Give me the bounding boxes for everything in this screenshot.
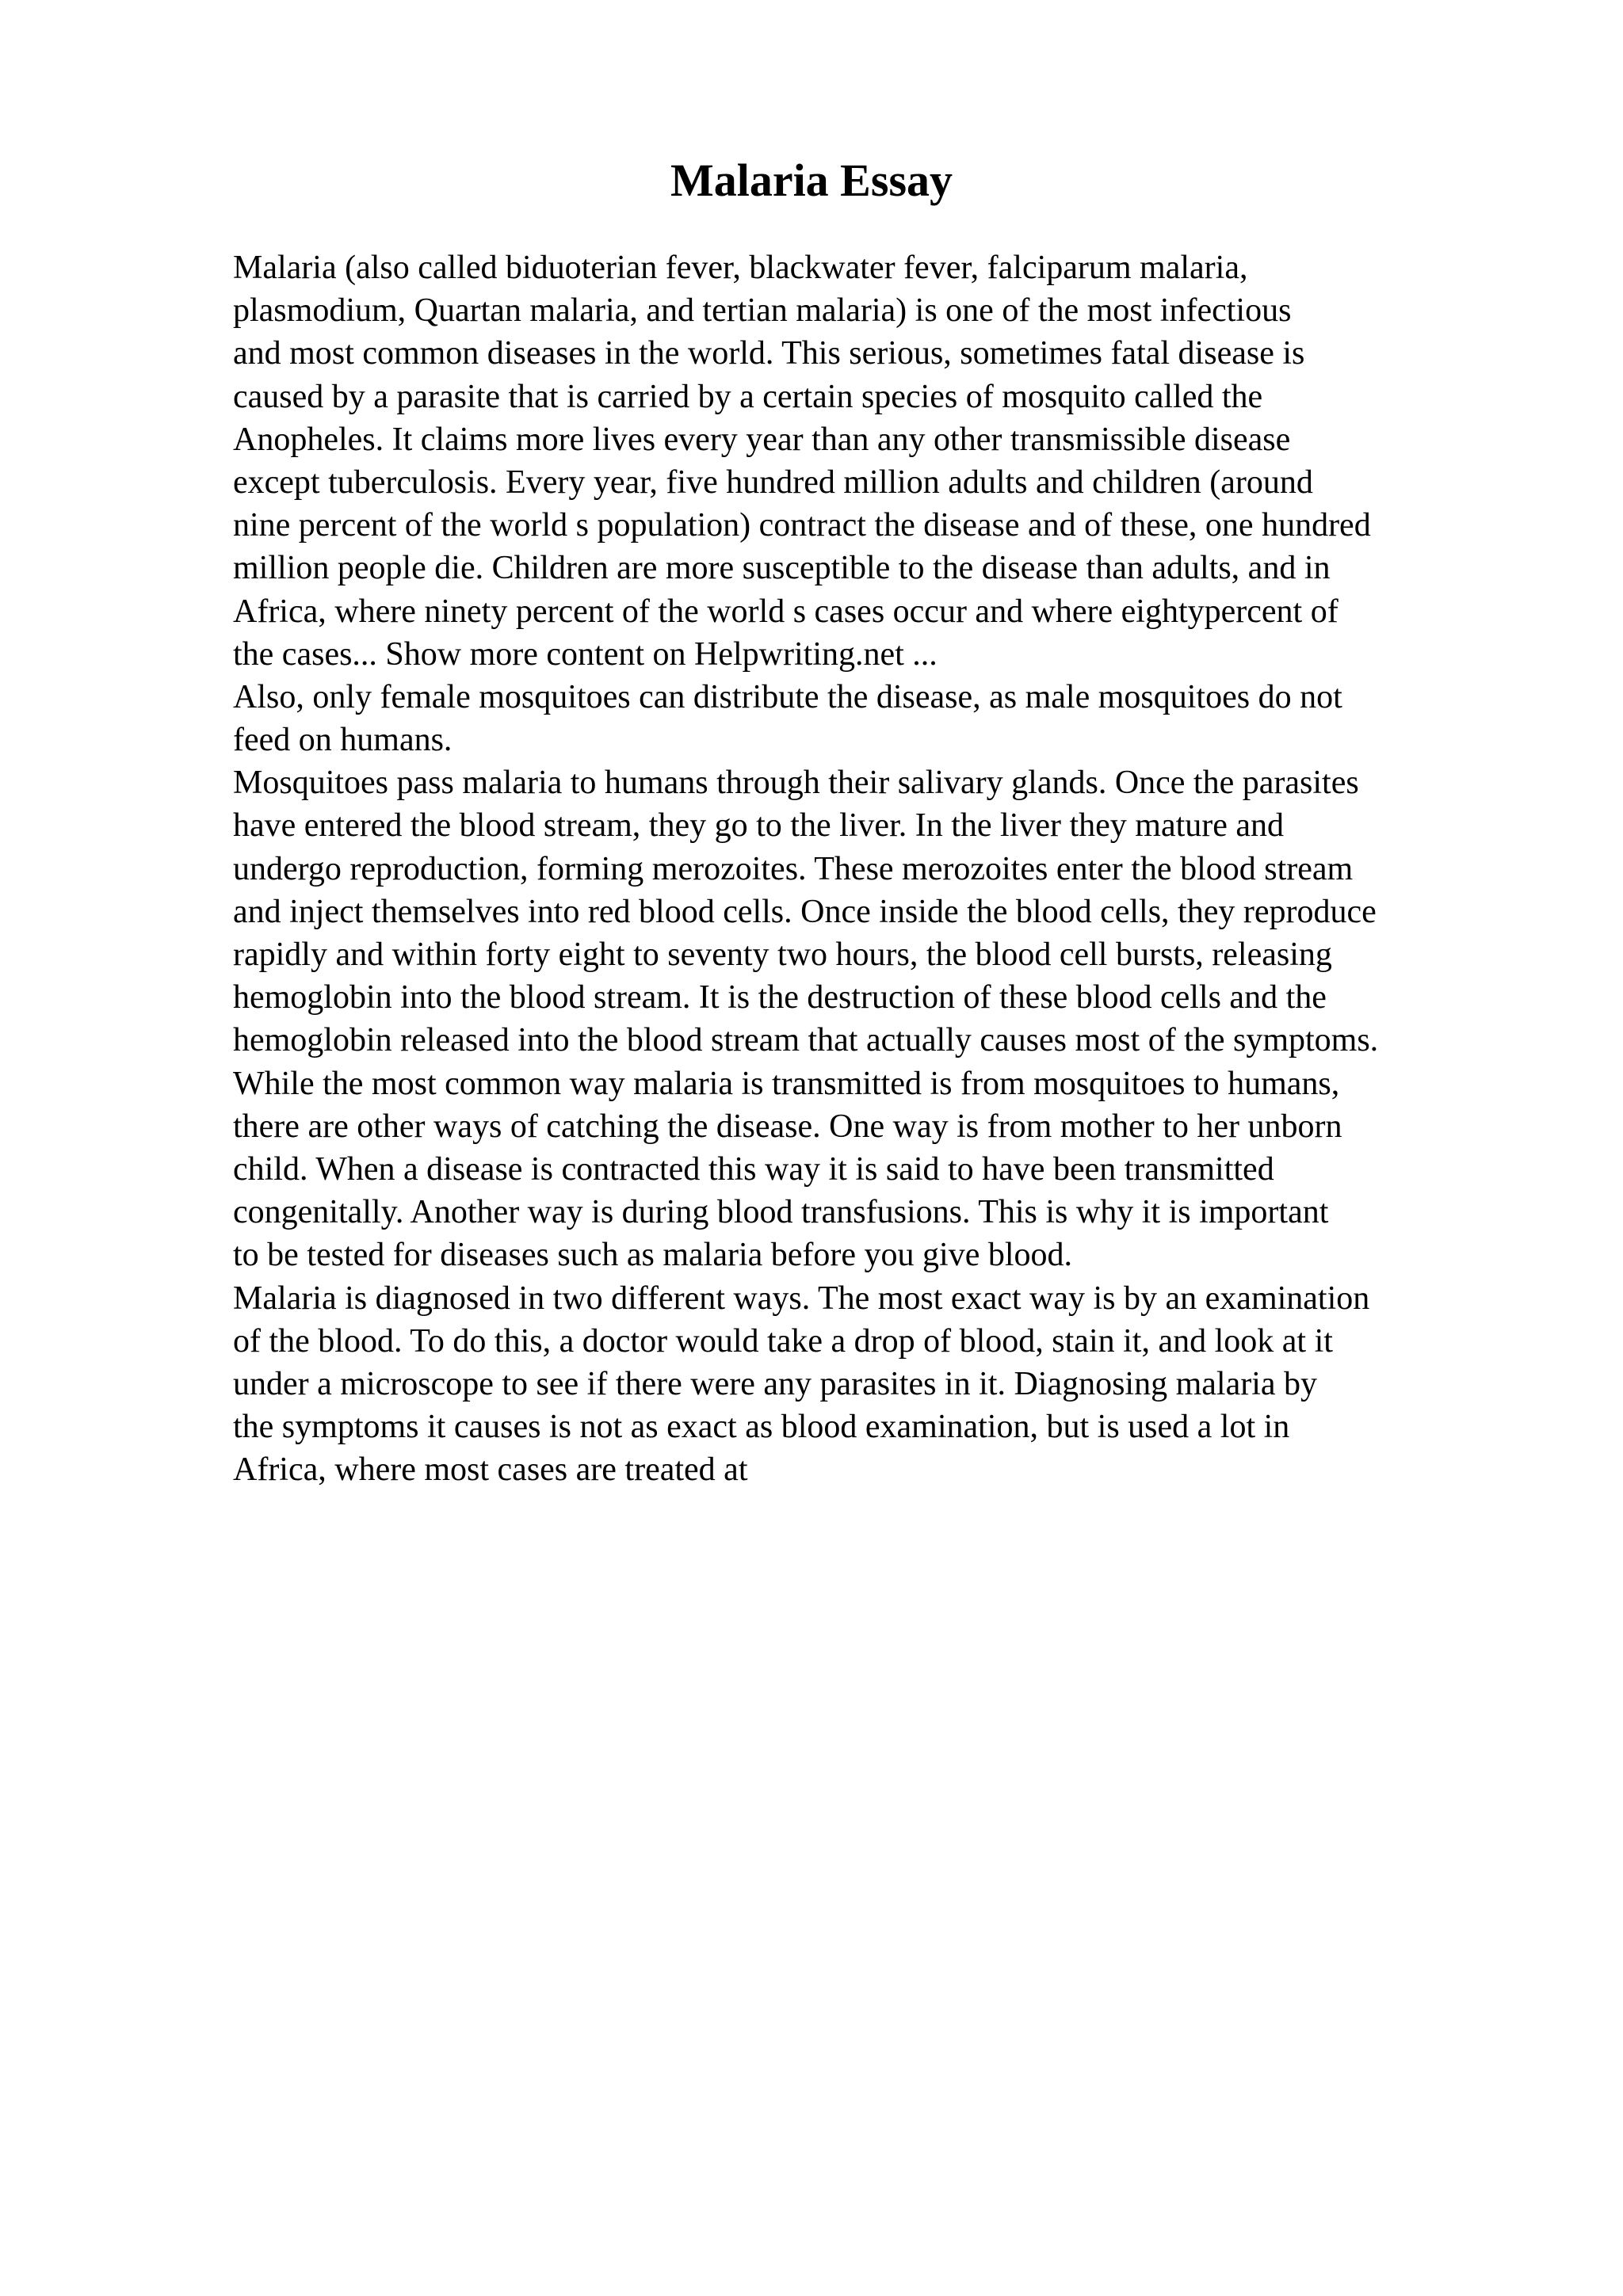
body-line: caused by a parasite that is carried by a certain species of mosquito called the [233,378,1263,415]
body-line: hemoglobin released into the blood stream that actually causes most of the symptoms. [233,1022,1379,1059]
body-line: except tuberculosis. Every year, five hundred million adults and children (around [233,463,1313,501]
body-line: and most common diseases in the world. This serious, sometimes fatal disease is [233,335,1305,372]
body-line: plasmodium, Quartan malaria, and tertian malaria) is one of the most infectious [233,292,1292,330]
body-line: have entered the blood stream, they go to the liver. In the liver they mature and [233,807,1285,845]
body-line: and inject themselves into red blood cells. Once inside the blood cells, they reproduce [233,893,1377,930]
body-line: Anopheles. It claims more lives every year than any other transmissible disease [233,421,1291,458]
body-line: feed on humans. [233,722,453,759]
body-line: congenitally. Another way is during blood transfusions. This is why it is important [233,1194,1329,1231]
body-line: the symptoms it causes is not as exact as blood examination, but is used a lot in [233,1409,1290,1446]
body-line: of the blood. To do this, a doctor would take a drop of blood, stain it, and look at it [233,1322,1333,1360]
document-title: Malaria Essay [670,154,953,206]
body-line: Malaria is diagnosed in two different ways. The most exact way is by an examination [233,1280,1370,1317]
body-line: under a microscope to see if there were any parasites in it. Diagnosing malaria by [233,1365,1318,1402]
body-line: undergo reproduction, forming merozoites. These merozoites enter the blood stream [233,850,1354,887]
body-line: Mosquitoes pass malaria to humans through their salivary glands. Once the parasites [233,765,1359,802]
body-line: nine percent of the world s population) contract the disease and of these, one hundred [233,507,1371,544]
body-line: million people die. Children are more susceptible to the disease than adults, and in [233,550,1331,587]
body-line: rapidly and within forty eight to seventy two hours, the blood cell bursts, releasing [233,936,1332,973]
document-body [233,246,1533,1491]
body-line: the cases... Show more content on Helpwriting.net ... [233,635,938,673]
body-line: to be tested for diseases such as malaria before you give blood. [233,1237,1073,1274]
body-line: Africa, where most cases are treated at [233,1451,748,1489]
body-line: While the most common way malaria is transmitted is from mosquitoes to humans, [233,1065,1340,1102]
body-line: Malaria (also called biduoterian fever, blackwater fever, falciparum malaria, [233,250,1248,286]
body-line: Africa, where ninety percent of the world s cases occur and where eightypercent of [233,593,1338,630]
body-line: Also, only female mosquitoes can distribute the disease, as male mosquitoes do not [233,678,1342,715]
body-line: hemoglobin into the blood stream. It is the destruction of these blood cells and the [233,979,1327,1016]
body-line: there are other ways of catching the disease. One way is from mother to her unborn [233,1108,1342,1145]
body-line: child. When a disease is contracted this way it is said to have been transmitted [233,1150,1274,1188]
